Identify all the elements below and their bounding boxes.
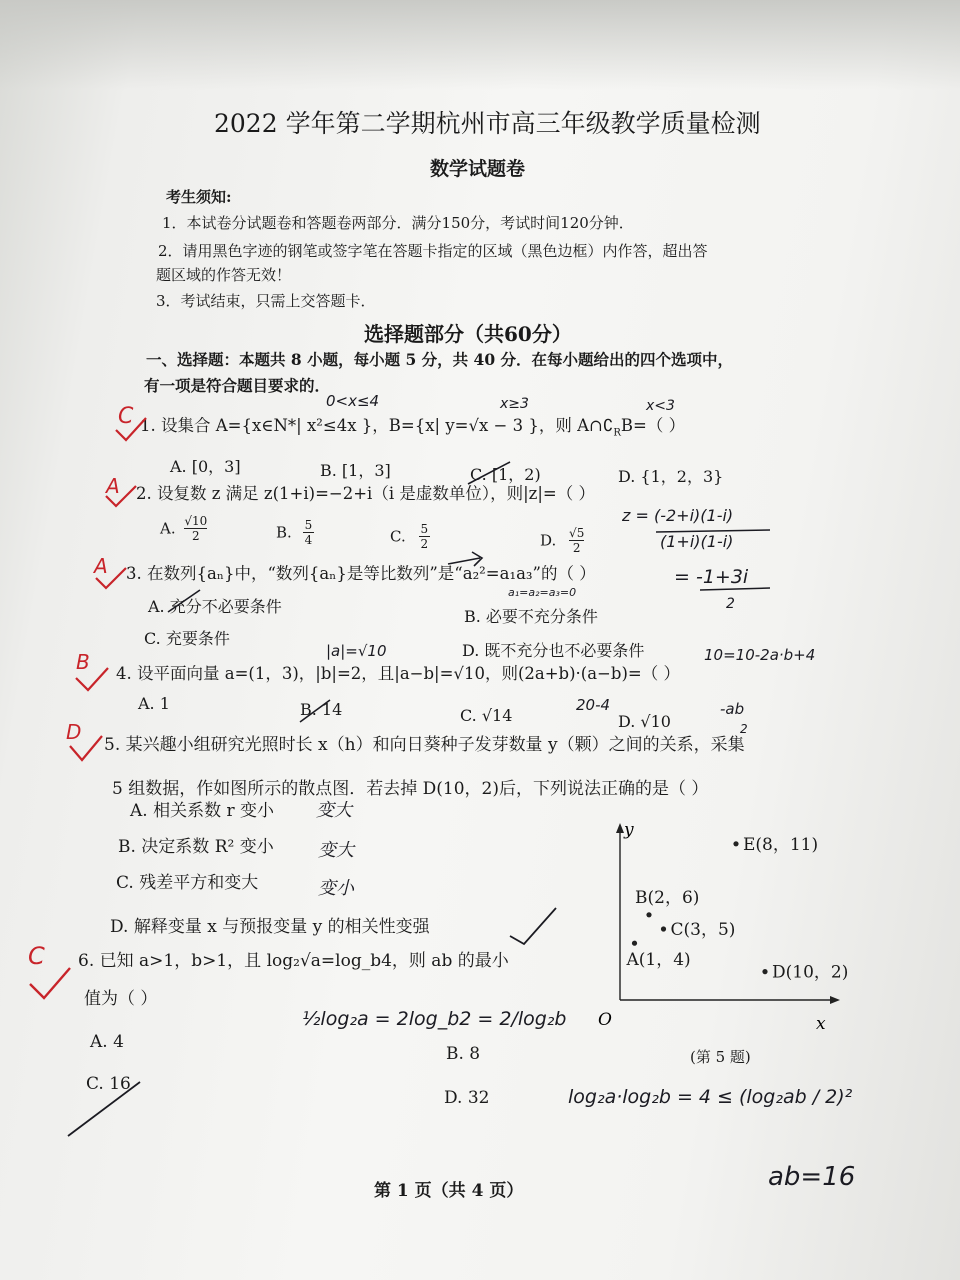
q5-note-b: 变大	[318, 840, 354, 861]
q1-option-c: C. [1，2)	[470, 465, 541, 484]
q2-fraction-bar	[656, 530, 770, 532]
q3-option-d: D. 既不充分也不必要条件	[462, 641, 645, 660]
q4-option-b: B. 14	[300, 700, 343, 719]
q4-note-2: 20-4	[576, 696, 611, 714]
q4-work: 10=10-2a·b+4	[704, 646, 816, 664]
q5-option-b: B. 决定系数 R² 变小	[118, 837, 274, 857]
q2-c-label: C.	[390, 527, 406, 546]
q3-answer-mark: A	[94, 554, 108, 578]
q2-b-label: B.	[276, 523, 292, 542]
q3-option-c: C. 充要条件	[144, 629, 230, 648]
q1-check	[116, 418, 146, 440]
q3-work-2: 2	[726, 596, 735, 612]
q5-note-c: 变小	[318, 878, 354, 899]
notice-item-1: 1．本试卷分试题卷和答题卷两部分．满分150分，考试时间120分钟．	[162, 214, 634, 232]
q3-option-a: A. 充分不必要条件	[148, 597, 282, 616]
q2-d-num: √5	[569, 526, 585, 540]
q4-b-strike	[300, 700, 330, 722]
q2-answer-mark: A	[106, 474, 120, 498]
q1-stem-text: 1. 设集合 A={x∈N*| x²≤4x }，B={x| y=√x − 3 }，则 A∩∁	[140, 416, 614, 435]
q2-a-den: 2	[192, 529, 200, 543]
scatter-point-label: E(8，11)	[743, 834, 819, 855]
q4-stem: 4. 设平面向量 a=(1，3)，|b|=2，且|a−b|=√10，则(2a+b)·(a−b)=（ ）	[116, 664, 680, 683]
notice-item-3: 3．考试结束，只需上交答题卡．	[156, 292, 376, 310]
notice-heading: 考生须知:	[166, 188, 232, 206]
q5-stem: 5. 某兴趣小组研究光照时长 x（h）和向日葵种子发芽数量 y（颗）之间的关系，采集	[104, 735, 745, 755]
q1-stem-end: B=（ ）	[620, 416, 686, 435]
q1-option-a: A. [0，3]	[170, 457, 241, 476]
q5-stem-cont: 5 组数据，作如图所示的散点图．若去掉 D(10，2)后，下列说法正确的是（ ）	[112, 779, 709, 799]
q6-answer-mark: C	[28, 942, 45, 970]
q2-work-2: (1+i)(1-i)	[660, 532, 734, 551]
q6-work-2: log₂a·log₂b = 4 ≤ (log₂ab / 2)²	[568, 1086, 853, 1108]
q2-a-label: A.	[160, 519, 176, 538]
q2-b-den: 4	[304, 533, 313, 547]
scatter-point-label: B(2，6)	[635, 887, 700, 908]
q5-answer-mark: D	[66, 720, 82, 744]
q2-c-num: 5	[420, 522, 429, 536]
scatter-point-label: A(1，4)	[626, 950, 691, 971]
q6-stem-cont: 值为（ ）	[84, 989, 158, 1009]
q4-option-a: A. 1	[138, 694, 170, 713]
q4-option-c: C. √14	[460, 706, 513, 725]
page-subtitle: 数学试题卷	[430, 158, 526, 180]
section-title: 选择题部分（共60分）	[364, 322, 572, 346]
q3-option-b: B. 必要不充分条件	[464, 607, 598, 626]
q2-a-num: √10	[184, 514, 208, 528]
q6-check	[30, 968, 70, 998]
q1-note-3: x<3	[646, 398, 675, 414]
q1-option-d: D. {1，2，3}	[618, 467, 724, 486]
q2-c-den: 2	[420, 537, 429, 551]
q4-option-d: D. √10	[618, 712, 671, 731]
y-axis-label: y	[624, 820, 634, 840]
q4-note-4: 2	[740, 722, 748, 736]
q6-c-strike	[68, 1082, 140, 1136]
notice-item-2-cont: 题区域的作答无效！	[156, 266, 292, 284]
origin-label: O	[598, 1010, 612, 1030]
q3-check	[96, 568, 126, 588]
q2-d-label: D.	[540, 531, 557, 550]
q2-stem: 2. 设复数 z 满足 z(1+i)=−2+i（i 是虚数单位），则|z|=（ ）	[136, 484, 595, 503]
q1-note-1: 0<x≤4	[326, 392, 380, 410]
q1-option-b: B. [1，3]	[320, 461, 391, 480]
q1-note-2: x≥3	[500, 396, 529, 412]
q6-option-d: D. 32	[444, 1088, 490, 1108]
q5-figure-caption: (第 5 题)	[690, 1048, 751, 1066]
q2-b-num: 5	[304, 518, 313, 532]
q3-note: a₁=a₂=a₃=0	[508, 586, 577, 599]
q6-work-1: ½log₂a = 2log_b2 = 2/log₂b	[302, 1008, 567, 1030]
q4-note-1: |a|=√10	[326, 642, 387, 660]
q4-check	[76, 668, 108, 690]
scatter-point-label: C(3，5)	[670, 920, 736, 940]
q3-fraction-bar	[700, 588, 770, 590]
q3-arrow	[448, 552, 482, 566]
q4-note-3: -ab	[720, 700, 745, 718]
q6-work-3: ab=16	[768, 1162, 856, 1192]
q3-work-1: = -1+3i	[674, 566, 749, 588]
q2-work-1: z = (-2+i)(1-i)	[622, 506, 734, 525]
q3-stem: 3. 在数列{aₙ}中，“数列{aₙ}是等比数列”是“a₂²=a₁a₃”的（ ）	[126, 564, 596, 583]
q5-check	[70, 736, 102, 760]
q3-a-strike	[168, 590, 200, 612]
q6-option-c: C. 16	[86, 1074, 131, 1094]
q1-answer-mark: C	[118, 404, 134, 429]
page-title: 2022 学年第二学期杭州市高三年级教学质量检测	[214, 109, 761, 138]
q5-option-c: C. 残差平方和变大	[116, 873, 259, 893]
q1-stem-sub: R	[613, 427, 621, 439]
page-footer: 第 1 页（共 4 页）	[374, 1181, 524, 1201]
section-instruction: 一、选择题：本题共 8 小题，每小题 5 分，共 40 分．在每小题给出的四个选项中，	[146, 350, 734, 369]
q5-option-a: A. 相关系数 r 变小	[130, 801, 275, 821]
q1-c-strike	[468, 462, 510, 484]
q5-option-d: D. 解释变量 x 与预报变量 y 的相关性变强	[110, 917, 430, 937]
q6-option-b: B. 8	[446, 1044, 481, 1064]
q5-note-a: 变大	[316, 800, 352, 821]
q4-answer-mark: B	[76, 650, 90, 674]
q6-stem: 6. 已知 a>1，b>1，且 log₂√a=log_b4，则 ab 的最小	[78, 951, 509, 971]
q2-d-den: 2	[572, 541, 581, 555]
x-axis-label: x	[816, 1014, 826, 1034]
q5-d-check	[510, 908, 556, 944]
section-instruction-cont: 有一项是符合题目要求的．	[144, 376, 331, 395]
q2-check	[106, 486, 136, 506]
notice-item-2: 2．请用黑色字迹的钢笔或签字笔在答题卡指定的区域（黑色边框）内作答，超出答	[158, 242, 708, 260]
scatter-point-label: D(10，2)	[772, 962, 849, 983]
q6-option-a: A. 4	[90, 1032, 124, 1052]
